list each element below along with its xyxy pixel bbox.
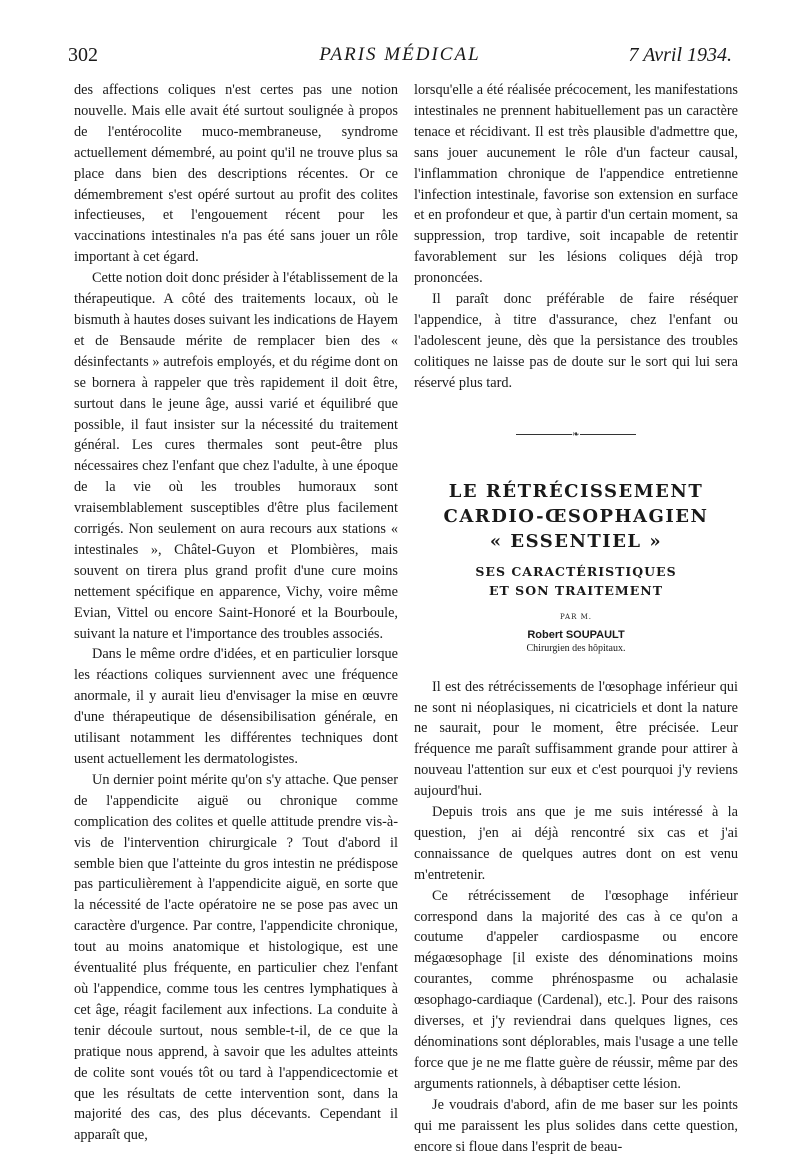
paragraph: Ce rétrécissement de l'œsophage inférieur correspond dans la majorité des cas à ce qu'on a coutume d'appeler cardiospasme ou encore mégaœsophage [il existe des dénominations moins courantes, comme phrénospasme ou achalasie œsophago-cardiaque (Cardenal), etc.]. Pour des raisons diverses, et j'y reviendrai dans quelques lignes, ces dénominations sont déplorables, mais l'usage a une telle force que je ne me flatte guère de réussir, même par des arguments rationnels, à débaptiser cette lésion. bbox=[414, 887, 738, 1092]
ornament-icon: ❧ bbox=[572, 428, 580, 439]
article-title-line: CARDIO-ŒSOPHAGIEN bbox=[443, 505, 709, 527]
author-affiliation: Chirurgien des hôpitaux. bbox=[526, 642, 626, 654]
article-subtitle-line: SES CARACTÉRISTIQUES bbox=[475, 563, 677, 579]
paragraph: des affections coliques n'est certes pas une notion nouvelle. Mais elle avait été surtout soulignée à propos de l'entérocolite muco-membraneuse, syndrome actuellement démembré, au point qu'il ne trouve plus sa place dans bien des descriptions récentes. Or ce démembrement s'est opéré surtout au profit des colites infectieuses, et l'engouement récent pour les vaccinations intestinales n'a pas été sans jouer un rôle important à cet égard. bbox=[74, 82, 398, 266]
paragraph: Il est des rétrécissements de l'œsophage inférieur qui ne sont ni néoplasiques, ni cicatriciels et dont la nature ne saurait, pour le moment, être précisée. Leur fréquence me paraît suffisamment grande pour attirer à nouveau l'attention sur eux et c'est pourquoi j'y reviens aujourd'hui. bbox=[414, 678, 738, 800]
right-column bbox=[414, 80, 738, 1157]
article-subtitle-line: ET SON TRAITEMENT bbox=[488, 582, 664, 598]
section-divider bbox=[516, 428, 636, 439]
article-title-line: « ESSENTIEL » bbox=[489, 530, 663, 552]
issue-date: 7 Avril 1934. bbox=[628, 44, 732, 66]
paragraph: Je voudrais d'abord, afin de me baser sur les points qui me paraissent les plus solides dans cette question, encore si floue dans l'esprit de beau- bbox=[414, 1096, 738, 1155]
paragraph: Cette notion doit donc présider à l'établissement de la thérapeutique. A côté des traitements locaux, où le bismuth à hautes doses suivant les indications de Hayem et de Bensaude mérite de remplacer bien des « désinfectants » autrefois employés, et du régime dont on se bornera à rappeler que très rapidement il doit être, surtout dans le jeune âge, aussi varié et équilibré que possible, il faut insister sur la nécessité du traitement général. Les cures thermales sont peut-être plus nécessaires chez l'enfant que chez l'adulte, à une époque de la vie où les troubles humoraux sont vraisemblablement susceptibles d'être plus facilement corrigés. Non seulement on aura recours aux stations « intestinales », Châtel-Guyon et Plombières, mais souvent on tirera plus grand profit d'une cure moins nettement spécifique en apparence, Vichy, voire même Evian, Vittel ou encore Saint-Honoré et la Bourboule, suivant la nature et l'importance des troubles associés. bbox=[74, 270, 399, 642]
journal-title: PARIS MÉDICAL bbox=[319, 44, 481, 65]
paragraph: lorsqu'elle a été réalisée précocement, les manifestations intestinales ne prennent habituellement pas un caractère tenace et récidivant. Il est très plausible d'admettre que, sans jouer aucunement le rôle d'un facteur causal, l'inflammation chronique de l'appendice entretienne l'infection intestinale, favorise son extension en surface et en profondeur et que, à partir d'un certain moment, sa suppression, trop tardive, soit incapable de retentir favorablement sur les lésions coliques déjà trop prononcées. bbox=[414, 82, 738, 287]
author-name: Robert SOUPAULT bbox=[527, 628, 625, 641]
paragraph: Dans le même ordre d'idées, et en particulier lorsque les réactions coliques surviennent avec une fréquence anormale, il y aurait lieu d'envisager la mise en œuvre d'une thérapeutique de désensibilisation générale, en utilisant notamment les différentes techniques dont usent actuellement les dermatologistes. bbox=[74, 646, 398, 767]
left-column bbox=[74, 80, 398, 1146]
page-header bbox=[68, 42, 732, 72]
paragraph: Un dernier point mérite qu'on s'y attache. Que penser de l'appendicite aiguë ou chronique comme complication des colites et quelle attitude prendre vis-à-vis de l'intervention chirurgicale ? Tout d'abord il semble bien que l'atteinte du gros intestin ne prédispose pas particulièrement à l'appendicite aiguë, en sorte que la nécessité de l'acte opératoire ne se pose pas avec un caractère d'urgence. Par contre, l'appendicite chronique, tout au moins anatomique et histologique, est une éventualité plus fréquente, en particulier chez l'enfant où l'appendice, comme tous les centres lymphatiques à cet âge, réagit facilement aux infections. La conduite à tenir découle surtout, nous semble-t-il, de ce que la pratique nous apprend, à savoir que les adultes atteints de colite sont voués tôt ou tard à l'appendicectomie et que les résultats de cette intervention sont, dans la majorité des cas, des plus décevants. Cependant il apparaît que, bbox=[74, 771, 398, 1144]
paragraph: Depuis trois ans que je me suis intéressé à la question, j'en ai déjà rencontré six cas et j'ai connaissance de quelques autres dont on est venu m'entretenir. bbox=[414, 804, 738, 883]
article-title-line: LE RÉTRÉCISSEMENT bbox=[448, 480, 704, 502]
paragraph: Il paraît donc préférable de faire réséquer l'appendice, à titre d'assurance, chez l'enfant ou l'adolescent jeune, dès que la persistance des troubles colitiques ne laisse pas de doute sur le sort qui lui sera réservé plus tard. bbox=[414, 291, 738, 391]
byline-prefix: PAR M. bbox=[559, 612, 592, 621]
article-body bbox=[414, 677, 738, 1157]
article-heading bbox=[414, 479, 738, 655]
page-number: 302 bbox=[68, 44, 98, 66]
